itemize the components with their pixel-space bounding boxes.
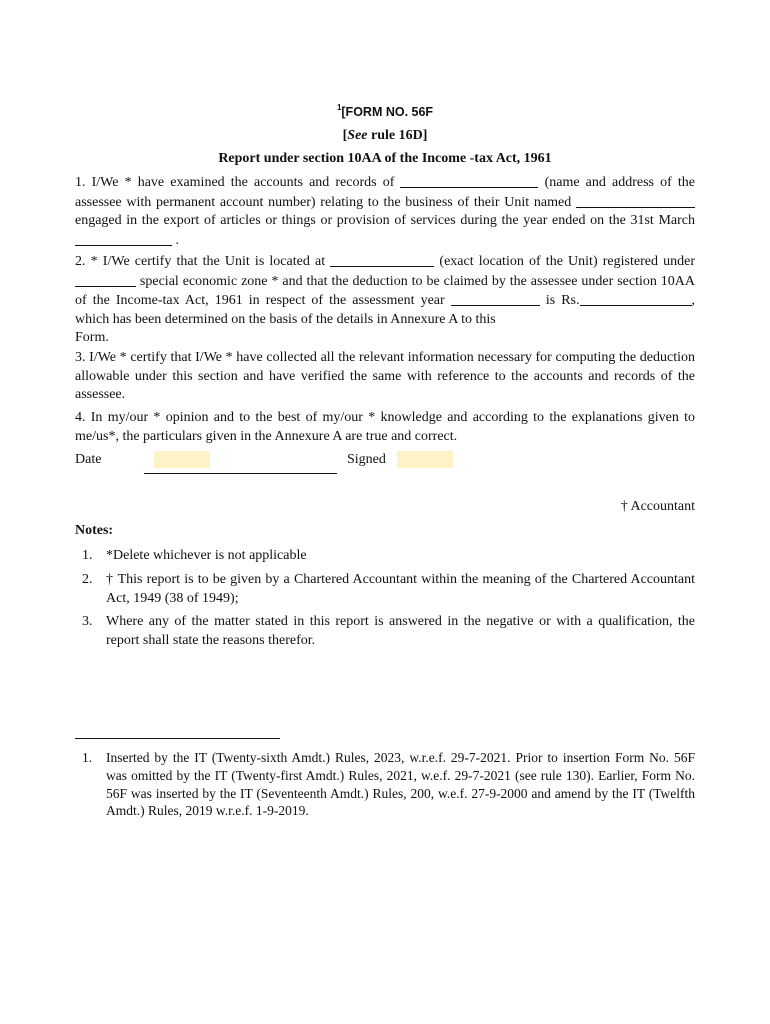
note-text: *Delete whichever is not applicable	[106, 548, 307, 563]
note-number: 1.	[82, 548, 93, 563]
note-number: 3.	[82, 614, 93, 629]
paragraph-1-text-b: (name and address of the assessee with permanent account number) relating to the business of their Unit named	[75, 175, 695, 210]
paragraph-2	[75, 252, 695, 348]
note-text: Where any of the matter stated in this report is answered in the negative or with a qualification, the report shall state the reasons therefor.	[106, 614, 695, 648]
sez-name-field[interactable]	[75, 272, 136, 287]
paragraph-4: 4. In my/our * opinion and to the best of my/our * knowledge and according to the explanations given to me/us*, the particulars given in the Annexure A are true and correct.	[75, 410, 695, 444]
paragraph-1	[75, 173, 695, 250]
note-number: 2.	[82, 572, 93, 587]
year-end-field[interactable]	[75, 231, 172, 246]
form-number	[0, 104, 770, 119]
paragraph-2-text-c: special economic zone * and that the deduction to be claimed by the assessee under section 10AA of the Income-tax Act, 1961 in respect of the assessment year	[75, 273, 695, 308]
paragraph-2-text-b: (exact location of the Unit) registered under	[434, 254, 695, 269]
paragraph-1-text-d: .	[172, 232, 179, 248]
assessee-name-field[interactable]	[400, 173, 538, 188]
paragraph-2-text-f: Form.	[75, 330, 109, 345]
note-item	[82, 570, 695, 608]
form-title: Report under section 10AA of the Income -tax Act, 1961	[218, 151, 552, 166]
unit-name-field[interactable]	[576, 193, 695, 208]
note-text: † This report is to be given by a Chartered Accountant within the meaning of the Chartered Accountant Act, 1949 (38 of 1949);	[106, 572, 695, 606]
rule-text: rule 16D]	[367, 128, 428, 143]
paragraph-1-text-c: engaged in the export of articles or things or provision of services during the year ended on the 31st March	[75, 213, 695, 228]
footnote	[82, 749, 695, 820]
see-word: See	[347, 128, 368, 143]
footnote-text: Inserted by the IT (Twenty-sixth Amdt.) Rules, 2023, w.r.e.f. 29-7-2021. Prior to insertion Form No. 56F was omitted by the IT (Twenty-first Amdt.) Rules, 2021, w.e.f. 29-7-2021 (see rule 130). Earlier, Form No. 56F was inserted by the IT (Seventeenth Amdt.) Rules, 200, w.e.f. 27-9-2000 and amend by the IT (Twelfth Amdt.) Rules, 2019 w.r.e.f. 1-9-2019.	[106, 750, 695, 819]
accountant-label: † Accountant	[620, 499, 695, 514]
note-item	[82, 546, 695, 565]
footnote-divider	[75, 738, 280, 739]
paragraph-2-text-d: is Rs.	[539, 293, 580, 308]
footnote-number: 1.	[82, 750, 93, 765]
paragraph-2-text-e: , which has been determined on the basis of the details in Annexure A to this	[75, 293, 695, 327]
date-line	[144, 451, 337, 474]
paragraph-1-text-a: 1. I/We * have examined the accounts and records of	[75, 175, 401, 190]
date-input[interactable]	[154, 451, 210, 468]
paragraph-2-text-a: 2. * I/We certify that the Unit is located at	[75, 254, 331, 269]
footnote-ref: 1	[336, 103, 342, 112]
date-label: Date	[75, 452, 102, 467]
unit-location-field[interactable]	[330, 252, 434, 267]
signed-input[interactable]	[397, 451, 453, 468]
deduction-amount-field[interactable]	[580, 291, 692, 306]
paragraph-3: 3. I/We * certify that I/We * have collected all the relevant information necessary for computing the deduction allowable under this section and have verified the same with reference to the accounts and records of the assessee.	[75, 350, 695, 402]
form-number-text: [FORM NO. 56F	[341, 105, 434, 120]
notes-heading: Notes:	[75, 523, 114, 538]
rule-reference: [See rule 16D]	[342, 128, 428, 143]
assessment-year-field[interactable]	[451, 291, 540, 306]
signed-label: Signed	[347, 452, 386, 467]
note-item	[82, 612, 695, 650]
